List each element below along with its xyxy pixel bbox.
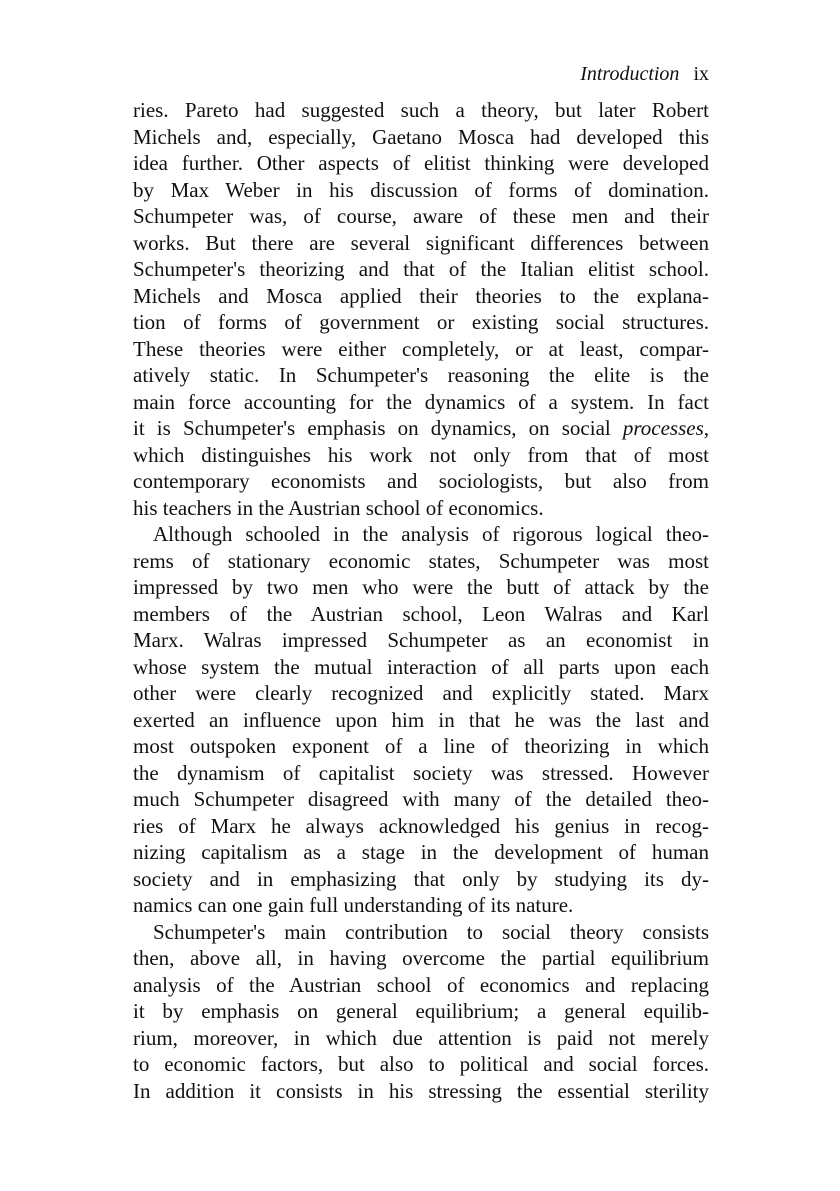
text-line: to economic factors, but also to political and social forces.: [133, 1052, 709, 1076]
running-header: [133, 60, 709, 88]
section-title: Introduction: [580, 63, 680, 85]
text-line: by Max Weber in his discussion of forms of domination.: [133, 177, 709, 202]
text-line: impressed by two men who were the butt of attack by the: [133, 575, 709, 599]
text-line: then, above all, in having overcome the partial equilibrium: [133, 946, 709, 970]
emphasis-processes: processes,: [622, 416, 709, 440]
text-line: his teachers in the Austrian school of economics.: [133, 495, 544, 520]
text-line: contemporary economists and sociologists, but also from: [133, 469, 709, 493]
text-line: whose system the mutual interaction of all parts upon each: [133, 654, 709, 679]
text-line: These theories were either completely, or at least, compar-: [133, 336, 709, 361]
text-line: most outspoken exponent of a line of theorizing in which: [133, 734, 709, 758]
text-line: works. But there are several significant differences between: [133, 230, 709, 255]
text-line: rium, moreover, in which due attention is paid not merely: [133, 1025, 709, 1050]
text-line: analysis of the Austrian school of economics and replacing: [133, 972, 709, 997]
text-line: Although schooled in the analysis of rigorous logical theo-: [153, 522, 709, 546]
text-line: society and in emphasizing that only by studying its dy-: [133, 866, 709, 891]
text-line: ries. Pareto had suggested such a theory, but later Robert: [133, 98, 709, 122]
text-line: main force accounting for the dynamics of a system. In fact: [133, 389, 709, 414]
text-line: Schumpeter was, of course, aware of these men and their: [133, 204, 709, 228]
text-line: other were clearly recognized and explicitly stated. Marx: [133, 681, 709, 705]
body-text: [133, 97, 709, 1104]
text-line: idea further. Other aspects of elitist thinking were developed: [133, 151, 709, 175]
text-line: the dynamism of capitalist society was stressed. However: [133, 760, 709, 785]
text-line: ries of Marx he always acknowledged his genius in recog-: [133, 813, 709, 838]
text-line: atively static. In Schumpeter's reasoning the elite is the: [133, 363, 709, 387]
text-line: Michels and Mosca applied their theories to the explana-: [133, 283, 709, 308]
text-line: members of the Austrian school, Leon Walras and Karl: [133, 601, 709, 626]
text-line: namics can one gain full understanding of its nature.: [133, 893, 574, 917]
text-line: Marx. Walras impressed Schumpeter as an economist in: [133, 628, 709, 652]
text-line: Michels and, especially, Gaetano Mosca had developed this: [133, 124, 709, 149]
text-line: Schumpeter's main contribution to social theory consists: [153, 919, 709, 944]
text-line: it is Schumpeter's emphasis on dynamics, on social processes,: [133, 416, 709, 440]
text-line: which distinguishes his work not only from that of most: [133, 442, 709, 467]
text-line: nizing capitalism as a stage in the development of human: [133, 840, 709, 864]
text-line: exerted an influence upon him in that he was the last and: [133, 707, 709, 732]
text-line: tion of forms of government or existing social structures.: [133, 310, 709, 334]
page-number: ix: [693, 63, 709, 85]
text-line: rems of stationary economic states, Schumpeter was most: [133, 548, 709, 573]
text-line: it by emphasis on general equilibrium; a general equilib-: [133, 999, 709, 1023]
text-line: In addition it consists in his stressing the essential sterility: [133, 1078, 709, 1103]
text-line: much Schumpeter disagreed with many of the detailed theo-: [133, 787, 709, 811]
text-line: Schumpeter's theorizing and that of the Italian elitist school.: [133, 257, 709, 281]
